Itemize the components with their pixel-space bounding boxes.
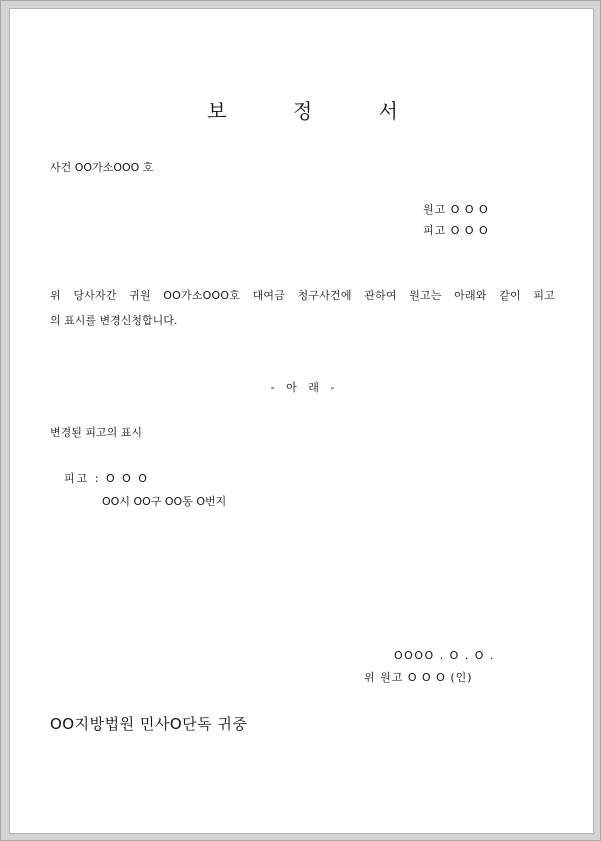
body-paragraph-line-1: 위 당사자간 귀원 OO가소OOO호 대여금 청구사건에 관하여 원고는 아래와 같이 피고 <box>50 289 555 302</box>
changed-defendant-heading: 변경된 피고의 표시 <box>50 426 143 439</box>
signer-line: 위 원고 O O O (인) <box>364 671 473 684</box>
defendant-address: OO시 OO구 OO동 O번지 <box>102 495 227 508</box>
plaintiff-line: 원고 O O O <box>423 203 489 216</box>
document-title: 보 정 서 <box>207 99 428 123</box>
defendant-name: 피고 : O O O <box>64 472 149 485</box>
notice-heading: - 아 래 - <box>270 381 339 394</box>
body-paragraph-line-2: 의 표시를 변경신청합니다. <box>50 314 178 327</box>
defendant-line: 피고 O O O <box>423 224 489 237</box>
case-number-line: 사건 OO가소OOO 호 <box>50 161 154 174</box>
court-addressee: OO지방법원 민사O단독 귀중 <box>50 715 248 733</box>
document-page <box>9 8 594 834</box>
date-line: OOOO . O . O . <box>394 649 495 662</box>
